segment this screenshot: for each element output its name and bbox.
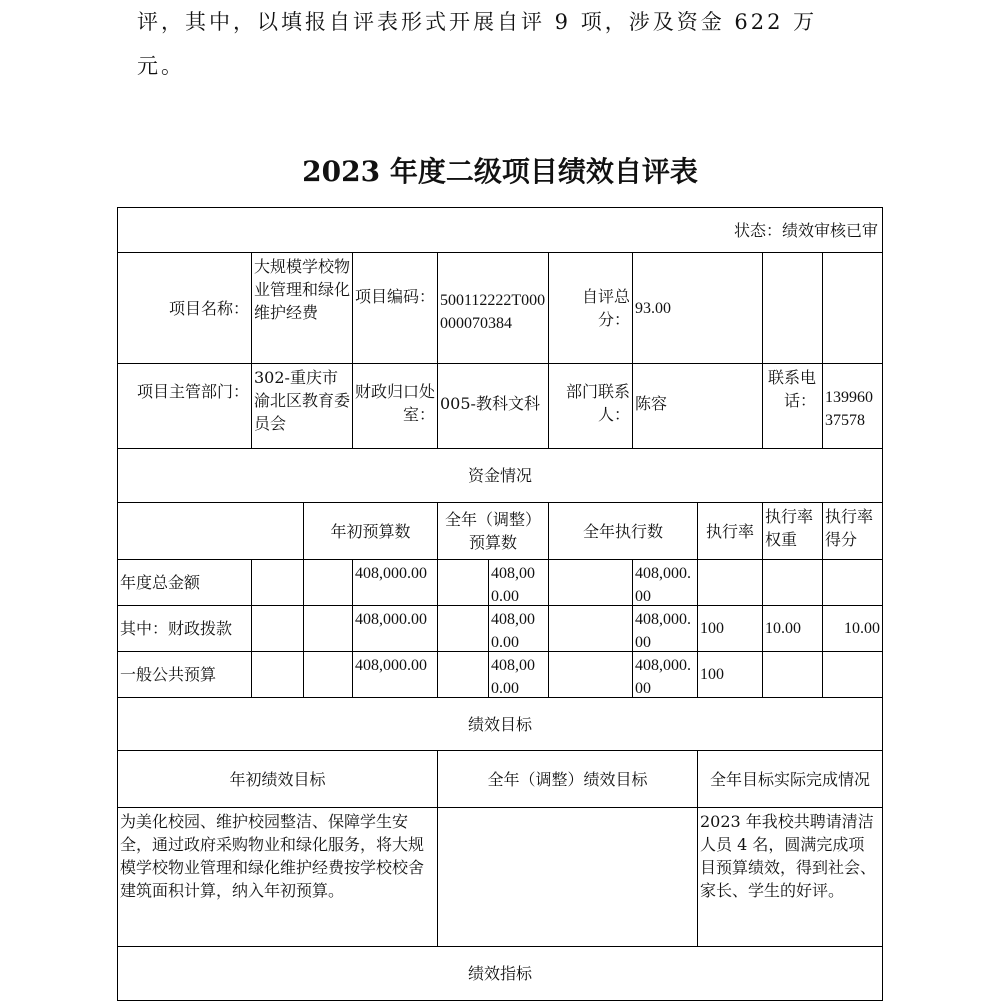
empty-cell xyxy=(303,651,353,698)
empty-cell xyxy=(822,252,883,364)
contact-value: 陈容 xyxy=(632,363,763,449)
row-label: 其中：财政拨款 xyxy=(117,605,252,652)
empty-cell xyxy=(251,651,304,698)
weight-value: 10.00 xyxy=(762,605,823,652)
empty-cell xyxy=(548,651,633,698)
header-initial-target: 年初绩效目标 xyxy=(117,750,438,808)
row-label: 一般公共预算 xyxy=(117,651,252,698)
empty-cell xyxy=(303,559,353,606)
empty-cell xyxy=(117,502,304,560)
empty-cell xyxy=(437,651,489,698)
initial-target-text: 为美化校园、维护校园整洁、保障学生安全，通过政府采购物业和绿化服务，将大规模学校物业管理和绿化维护经费按学校校舍建筑面积计算，纳入年初预算。 xyxy=(117,807,438,947)
status-cell: 状态：绩效审核已审 xyxy=(117,207,883,253)
contact-label: 部门联系人： xyxy=(548,363,633,449)
adjusted-target-text xyxy=(437,807,698,947)
empty-cell xyxy=(251,605,304,652)
rate-value: 100 xyxy=(697,651,763,698)
weight-value xyxy=(762,651,823,698)
weight-value xyxy=(762,559,823,606)
phone-label: 联系电话： xyxy=(762,363,823,449)
self-score-label: 自评总分： xyxy=(548,252,633,364)
empty-cell xyxy=(762,252,823,364)
initial-value: 408,000.00 xyxy=(352,559,438,606)
header-initial-budget: 年初预算数 xyxy=(303,502,438,560)
adjusted-value: 408,000.00 xyxy=(488,651,549,698)
empty-cell xyxy=(303,605,353,652)
phone-value: 13996037578 xyxy=(822,363,883,449)
empty-cell xyxy=(437,559,489,606)
dept-label: 项目主管部门： xyxy=(117,363,252,449)
intro-line-1: 评，其中，以填报自评表形式开展自评 9 项，涉及资金 622 万 xyxy=(137,10,818,34)
score-value xyxy=(822,559,883,606)
funds-section-title: 资金情况 xyxy=(117,448,883,503)
empty-cell xyxy=(437,605,489,652)
score-value xyxy=(822,651,883,698)
project-name-label: 项目名称： xyxy=(117,252,252,364)
project-code-label: 项目编码： xyxy=(352,252,438,364)
actual-completion-text: 2023 年我校共聘请清洁人员 4 名，圆满完成项目预算绩效，得到社会、家长、学生的好评。 xyxy=(697,807,883,947)
executed-value: 408,000.00 xyxy=(632,559,698,606)
empty-cell xyxy=(251,559,304,606)
empty-cell xyxy=(548,559,633,606)
self-score-value: 93.00 xyxy=(632,252,763,364)
score-value: 10.00 xyxy=(822,605,883,652)
header-actual-completion: 全年目标实际完成情况 xyxy=(697,750,883,808)
empty-cell xyxy=(548,605,633,652)
header-adjusted-budget: 全年（调整）预算数 xyxy=(437,502,549,560)
executed-value: 408,000.00 xyxy=(632,605,698,652)
office-label: 财政归口处室： xyxy=(352,363,438,449)
header-weight: 执行率权重 xyxy=(762,502,823,560)
targets-section-title: 绩效目标 xyxy=(117,697,883,751)
adjusted-value: 408,000.00 xyxy=(488,559,549,606)
rate-value: 100 xyxy=(697,605,763,652)
intro-line-2: 元。 xyxy=(137,54,185,78)
rate-value xyxy=(697,559,763,606)
header-adjusted-target: 全年（调整）绩效目标 xyxy=(437,750,698,808)
project-name-value: 大规模学校物业管理和绿化维护经费 xyxy=(251,252,353,364)
initial-value: 408,000.00 xyxy=(352,605,438,652)
intro-paragraph xyxy=(137,0,882,88)
header-executed: 全年执行数 xyxy=(548,502,698,560)
initial-value: 408,000.00 xyxy=(352,651,438,698)
indicators-section-title: 绩效指标 xyxy=(117,946,883,1001)
adjusted-value: 408,000.00 xyxy=(488,605,549,652)
dept-value: 302-重庆市渝北区教育委员会 xyxy=(251,363,353,449)
header-rate: 执行率 xyxy=(697,502,763,560)
project-code-value: 500112222T000000070384 xyxy=(437,252,549,364)
executed-value: 408,000.00 xyxy=(632,651,698,698)
header-score: 执行率得分 xyxy=(822,502,883,560)
row-label: 年度总金额 xyxy=(117,559,252,606)
office-value: 005-教科文科 xyxy=(437,363,549,449)
page-title: 2023 年度二级项目绩效自评表 xyxy=(302,155,698,188)
